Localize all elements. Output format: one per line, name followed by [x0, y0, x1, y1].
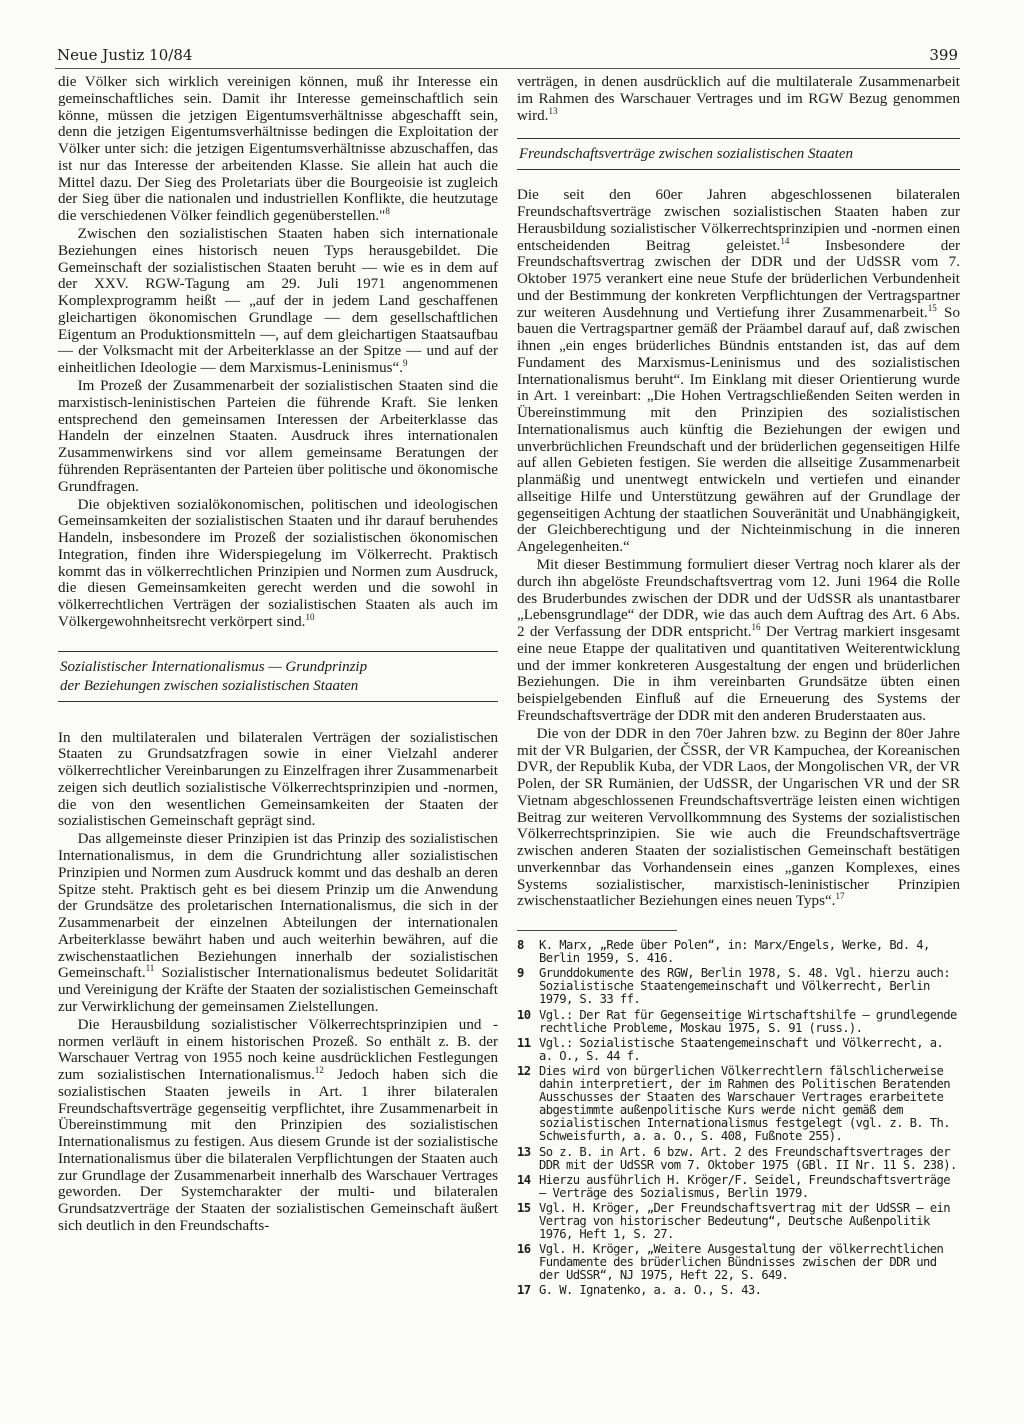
footnote: [517, 1009, 960, 1035]
section-heading: [517, 138, 960, 170]
footnote-text: So z. B. in Art. 6 bzw. Art. 2 des Freundschaftsvertrages der DDR mit der UdSSR vom 7. Oktober 1975 (GBl. II Nr. 11 S. 238).: [539, 1144, 957, 1172]
heading-line: Sozialistischer Internationalismus — Grundprinzip: [60, 658, 368, 675]
paragraph-text: Mit dieser Bestimmung formuliert dieser Vertrag noch klarer als der durch ihn abgelöste Freundschaftsvertrag vom 12. Juni 1964 die Rolle des Bruderbundes zwischen der DDR und der UdSSR als unantastbarer „Lebensgrundlage“ der DDR, wie das auch dem Auftrag des Art. 6 Abs. 2 der Verfassung der DDR entspricht.: [517, 557, 960, 641]
footnote-number: 10: [517, 1007, 531, 1022]
footnote-ref: 12: [314, 1065, 324, 1076]
footnote-ref: 13: [548, 105, 558, 116]
footnote-text: K. Marx, „Rede über Polen“, in: Marx/Engels, Werke, Bd. 4, Berlin 1959, S. 416.: [539, 938, 930, 966]
footnote-number: 17: [517, 1283, 531, 1298]
paragraph-text: Zwischen den sozialistischen Staaten haben sich internationale Beziehungen eines historisch neuen Typs herausgebildet. Die Gemeinschaft der sozialistischen Staaten beruht — wie es in dem auf der XXV. RGW-Tagung am 29. Juli 1971 angenommenen Komplexprogramm heißt — „auf der in jedem Land geschaffenen gleichartigen ökonomischen Grundlage — dem gesellschaftlichen Eigentum an Produktionsmitteln —, auf dem gleichartigen Staatsaufbau — der Volksmacht mit der Arbeiterklasse an der Spitze — und auf der einheitlichen Ideologie — dem Marxismus-Leninismus“.: [58, 226, 498, 377]
footnote-ref: 15: [927, 302, 937, 313]
journal-issue: Neue Justiz 10/84: [57, 46, 193, 64]
paragraph: [517, 557, 960, 725]
footnote: [517, 1243, 960, 1282]
footnote: [517, 1284, 960, 1297]
paragraph-text: Insbesondere der Freundschaftsvertrag zwischen der DDR und der UdSSR vom 7. Oktober 1975 verankert eine neue Stufe der brüderlichen Verbundenheit und der Bestimmung der konkreten Verpflichtungen der Vertragspartner zur weiteren Ausdehnung und Vertiefung ihrer Zusammenarbeit.: [517, 237, 960, 321]
footnote-text: Vgl. H. Kröger, „Weitere Ausgestaltung der völkerrechtlichen Fundamente des brüderlichen Bündnisses zwischen der DDR und der UdSSR“, NJ 1975, Heft 22, S. 649.: [539, 1242, 944, 1283]
paragraph-text: Die seit den 60er Jahren abgeschlossenen bilateralen Freundschaftsverträge zwischen sozialistischen Staaten haben zur Herausbildung sozialistischer Völkerrechtsprinzipien und -normen einen entscheidenden Beitrag geleistet.: [517, 187, 960, 254]
footnote-ref: 16: [751, 622, 761, 633]
paragraph: [58, 226, 498, 377]
paragraph-text: Die objektiven sozialökonomischen, politischen und ideologischen Gemeinsamkeiten der sozialistischen Staaten und ihr darauf beruhendes Handeln, insbesondere im Prozeß der sozialistischen ökonomischen Integration, finden ihre Widerspiegelung im Völkerrecht. Praktisch kommt das in völkerrechtlichen Prinzipien und Normen zum Ausdruck, die diesen Gemeinsamkeiten gerecht werden und die sowohl in völkerrechtlichen Verträgen der sozialistischen Staaten als auch im Völkergewohnheitsrecht verkörpert sind.: [58, 496, 498, 630]
paragraph-text: In den multilateralen und bilateralen Verträgen der sozialistischen Staaten zu Grundsatzfragen sowie in einer Vielzahl anderer völkerrechtlicher Vereinbarungen zu Einzelfragen ihrer Zusammenarbeit zeigen sich deutlich sozialistische Völkerrechtsprinzipien und -normen, die von den wesentlichen Gemeinsamkeiten der Staaten der sozialistischen Gemeinschaft geprägt sind.: [58, 729, 498, 830]
footnote-number: 15: [517, 1200, 531, 1215]
footnote-text: Dies wird von bürgerlichen Völkerrechtlern fälschlicherweise dahin interpretiert, der im Rahmen des Politischen Beratenden Ausschusses der Staaten des Warschauer Vertrages erarbeitete abgestimmte außenpolitische Kurs werde nicht gemäß dem sozialistischen Internationalismus festgelegt (vgl. z. B. Th. Schweisfurth, a. a. O., S. 408, Fußnote 255).: [539, 1063, 950, 1144]
footnote-number: 13: [517, 1144, 531, 1159]
footnote-text: Hierzu ausführlich H. Kröger/F. Seidel, Freundschaftsverträge — Verträge des Sozialismus, Berlin 1979.: [539, 1172, 950, 1200]
footnotes: [517, 939, 960, 1297]
right-column: [517, 74, 960, 1300]
paragraph-text: So bauen die Vertragspartner gemäß der Präambel darauf auf, daß zwischen ihnen „ein enges brüderliches Bündnis entstanden ist, das auf dem Fundament des Marxismus-Leninismus und des sozialistischen Internationalismus beruht“. Im Einklang mit dieser Orientierung wurde in Art. 1 vereinbart: „Die Hohen Vertragschließenden Seiten werden in Übereinstimmung mit den Prinzipien des sozialistischen Internationalismus auch künftig die Beziehungen der ewigen und unverbrüchlichen Freundschaft und der brüderlichen gegenseitigen Hilfe auf allen Gebieten festigen. Sie werden die allseitige Zusammenarbeit planmäßig und unentwegt entwickeln und vertiefen und einander allseitige Hilfe und Unterstützung gewähren auf der Grundlage der gegenseitigen Achtung der staatlichen Souveränität und Unabhängigkeit, der Gleichberechtigung und der Nichteinmischung in die inneren Angelegenheiten.“: [517, 304, 960, 555]
paragraph-text: Im Prozeß der Zusammenarbeit der sozialistischen Staaten sind die marxistisch-leninistischen Parteien die führende Kraft. Sie lenken entsprechend den gemeinsamen Interessen der Arbeiterklasse das Handeln der einzelnen Staaten. Ausdruck ihres internationalen Zusammenwirkens sind vor allem gemeinsame Beratungen der führenden Repräsentanten der Parteien über politische und ökonomische Grundfragen.: [58, 378, 498, 495]
paragraph: [58, 74, 498, 225]
paragraph: [517, 187, 960, 556]
footnote-text: Vgl.: Sozialistische Staatengemeinschaft und Völkerrecht, a. a. O., S. 44 f.: [539, 1035, 944, 1063]
footnote-number: 11: [517, 1035, 531, 1050]
footnote-ref: 11: [145, 963, 155, 974]
footnote-ref: 8: [385, 205, 390, 216]
footnote: [517, 1174, 960, 1200]
paragraph-text: Das allgemeinste dieser Prinzipien ist das Prinzip des sozialistischen Internationalismus, in dem die Grundrichtung aller sozialistischen Prinzipien und Normen zum Ausdruck kommt und das deshalb an deren Spitze steht. Praktisch geht es bei diesem Prinzip um die Anwendung der Grundsätze des proletarischen Internationalismus, die sich in der Zusammenarbeit der einzelnen Abteilungen der internationalen Arbeiterklasse bewährt haben und auch weiterhin bewähren, auf die zwischenstaatlichen Beziehungen innerhalb der sozialistischen Gemeinschaft.: [58, 831, 498, 982]
footnote-text: G. W. Ignatenko, a. a. O., S. 43.: [539, 1283, 762, 1298]
paragraph: [58, 831, 498, 1015]
paragraph: [58, 730, 498, 831]
footnote: [517, 1146, 960, 1172]
page-number: 399: [929, 46, 958, 64]
footnote: [517, 1202, 960, 1241]
footnote-ref: 10: [305, 611, 315, 622]
footnote-ref: 9: [402, 358, 408, 369]
left-column: [58, 74, 498, 1236]
footnote-ref: 14: [780, 235, 790, 246]
heading-line: Freundschaftsverträge zwischen sozialistischen Staaten: [519, 146, 853, 163]
heading-line: der Beziehungen zwischen sozialistischen Staaten: [60, 677, 359, 694]
footnote: [517, 1065, 960, 1144]
paragraph-text: Die Herausbildung sozialistischer Völkerrechtsprinzipien und -normen verläuft in einem historischen Prozeß. So enthält z. B. der Warschauer Vertrag von 1955 noch keine ausdrücklichen Festlegungen zum sozialistischen Internationalismus.: [58, 1016, 498, 1084]
footnote-text: Grunddokumente des RGW, Berlin 1978, S. 48. Vgl. hierzu auch: Sozialistische Staatengemeinschaft und Völkerrecht, Berlin 1979, S. 33 ff.: [539, 966, 950, 1007]
paragraph: [58, 1017, 498, 1235]
paragraph-text: Der Vertrag markiert insgesamt eine neue Etappe der qualitativen und quantitativen Weiterentwicklung und der immer konkreteren Ausgestaltung der engen und brüderlichen Beziehungen. Die in ihm vereinbarten Grundsätze übten einen beispielgebenden Einfluß auf die Erneuerung des Systems der Freundschaftsverträge der DDR mit den anderen Bruderstaaten aus.: [517, 624, 961, 724]
paragraph-text: Sozialistischer Internationalismus bedeutet Solidarität und Vereinigung der Kräfte der Staaten der sozialistischen Gemeinschaft zur Verwirklichung der gemeinsamen Zielstellungen.: [58, 965, 498, 1015]
section-heading: [58, 651, 498, 702]
footnote-number: 16: [517, 1242, 531, 1257]
paragraph: [517, 726, 960, 910]
footnote: [517, 939, 960, 965]
footnote: [517, 1037, 960, 1063]
footnote: [517, 967, 960, 1006]
footnote-number: 8: [517, 938, 524, 953]
paragraph-text: Jedoch haben sich die sozialistischen Staaten jeweils in Art. 1 ihrer bilateralen Freundschaftsverträge gegenseitig verpflichtet, ihre Zusammenarbeit in Übereinstimmung mit den Prinzipien des sozialistischen Internationalismus zu festigen. Aus diesem Grunde ist der sozialistische Internationalismus über die bilateralen Verpflichtungen der Staaten auch zur Grundlage der Zusammenarbeit innerhalb des Warschauer Vertrages geworden. Der Systemcharakter der multi- und bilateralen Grundsatzverträge der Staaten der sozialistischen Gemeinschaft äußert sich deutlich in den Freundschafts-: [58, 1067, 498, 1234]
footnote-text: Vgl. H. Kröger, „Der Freundschaftsvertrag mit der UdSSR — ein Vertrag von historischer Bedeutung“, Deutsche Außenpolitik 1976, Heft 1, S. 27.: [539, 1200, 950, 1242]
paragraph-text: Die von der DDR in den 70er Jahren bzw. zu Beginn der 80er Jahre mit der VR Bulgarien, der ČSSR, der VR Kampuchea, der Koreanischen DVR, der Republik Kuba, der VDR Laos, der Mongolischen VR, der VR Polen, der SR Rumänien, der UdSSR, der Ungarischen VR und der SR Vietnam abgeschlossenen Freundschaftsverträge leisten einen wichtigen Beitrag zur weiteren Vervollkommnung des Systems der sozialistischen Völkerrechtsprinzipien. Sie wie auch die Freundschaftsverträge zwischen anderen Staaten der sozialistischen Gemeinschaft bestätigen unverkennbar das Vorhandensein eines „ganzen Komplexes, eines Systems sozialistischer, marxistisch-leninistischer Prinzipien zwischenstaatlicher Beziehungen eines neuen Typs“.: [517, 725, 960, 910]
page-header: [55, 44, 960, 69]
footnote-separator: [517, 930, 677, 931]
paragraph: [517, 74, 960, 124]
footnote-ref: 17: [835, 891, 845, 902]
footnote-number: 9: [517, 966, 524, 981]
footnote-number: 12: [517, 1063, 531, 1078]
paragraph-text: verträgen, in denen ausdrücklich auf die multilaterale Zusammenarbeit im Rahmen des Warschauer Vertrages und im RGW Bezug genommen wird.: [517, 74, 960, 124]
footnote-text: Vgl.: Der Rat für Gegenseitige Wirtschaftshilfe — grundlegende rechtliche Probleme, Moskau 1975, S. 91 (russ.).: [539, 1007, 957, 1035]
footnote-number: 14: [517, 1172, 531, 1187]
paragraph: [58, 497, 498, 631]
paragraph-text: die Völker sich wirklich vereinigen können, muß ihr Interesse ein gemeinschaftliches sein. Damit ihr Interesse gemeinschaftlich sein könne, müssen die jetzigen Eigentumsverhältnisse abgeschafft sein, denn die jetzigen Eigentumsverhältnisse bedingen die Exploitation der Völker unter sich: die jetzigen Eigentumsverhältnisse abzuschaffen, das ist nur das Interesse der arbeitenden Klasse. Sie allein hat auch die Mittel dazu. Der Sieg des Proletariats über die Bourgeoisie ist zugleich der Sieg über die nationalen und industriellen Konflikte, die heutzutage die verschiedenen Völker feindlich gegenüberstellen.": [58, 74, 498, 224]
paragraph: [58, 378, 498, 495]
